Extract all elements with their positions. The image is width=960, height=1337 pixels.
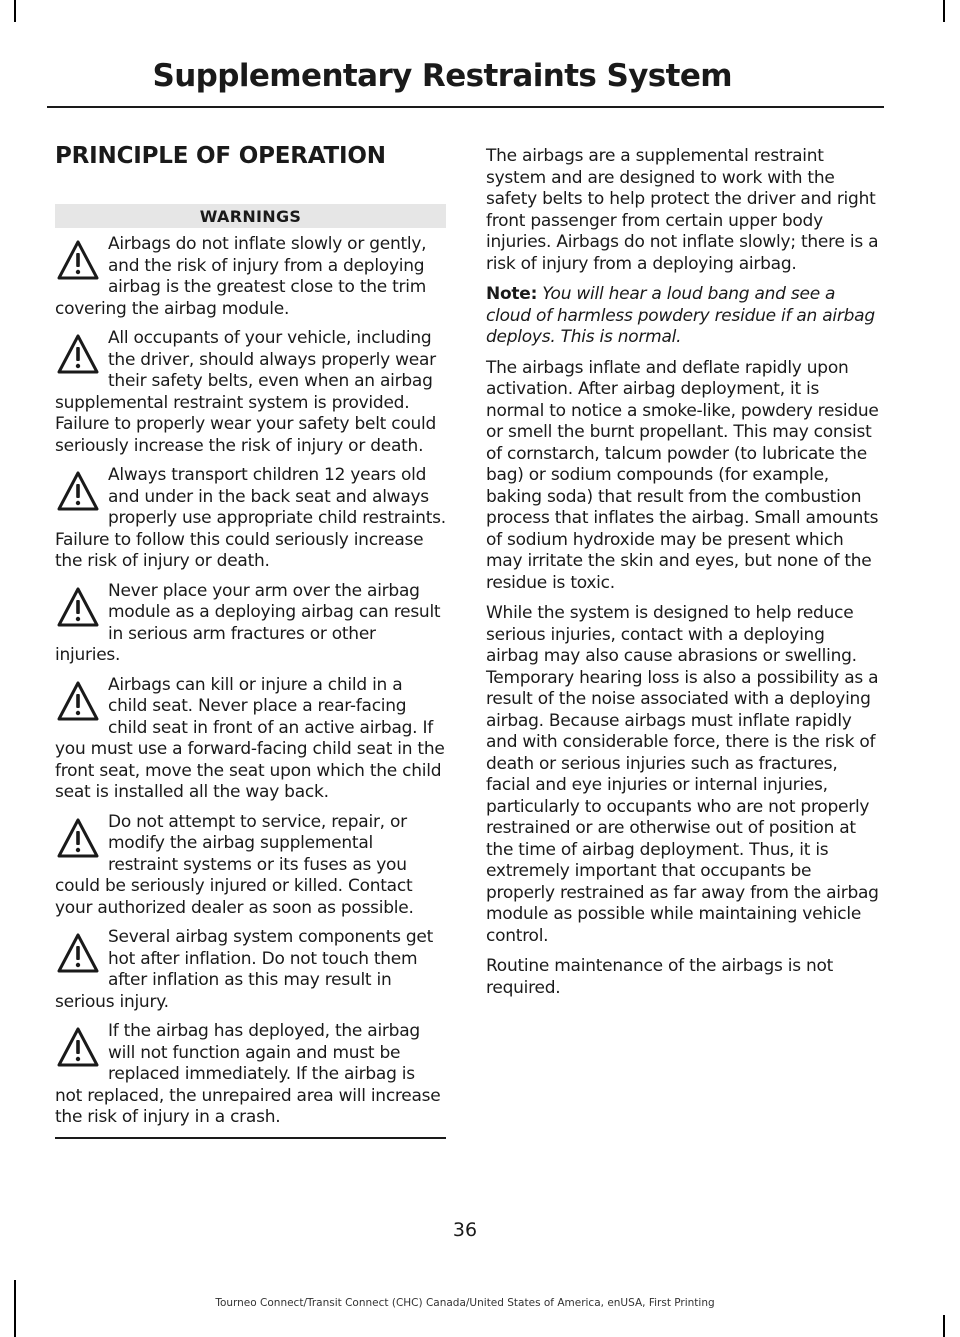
warning-item [55, 1021, 446, 1129]
warning-triangle-icon [55, 585, 101, 631]
page-footer: Tourneo Connect/Transit Connect (CHC) Canada/United States of America, enUSA, First Printing [215, 1297, 715, 1309]
warning-text: Several airbag system components get hot after inflation. Do not touch them after inflation as this may result in serious injury. [55, 927, 434, 1012]
crop-mark [943, 0, 945, 22]
warning-item [55, 675, 446, 804]
warning-text: Do not attempt to service, repair, or modify the airbag supplemental restraint systems or its fuses as you could be seriously injured or killed. Contact your authorized dealer as soon as possible. [55, 811, 414, 918]
warning-text: Always transport children 12 years old and under in the back seat and always properly use appropriate child restraints. Failure to follow this could seriously increase the risk of injury or death. [55, 465, 446, 571]
warning-text: All occupants of your vehicle, including the driver, should always properly wear their safety belts, even when an airbag supplemental restraint system is provided. Failure to properly wear your safety belt could seriously increase the risk of injury or death. [55, 328, 437, 456]
right-column [486, 146, 879, 1008]
header-divider [47, 106, 884, 108]
crop-mark [943, 1315, 945, 1337]
body-paragraph: Routine maintenance of the airbags is not required. [486, 956, 834, 998]
warning-item [55, 465, 446, 573]
body-paragraph: The airbags inflate and deflate rapidly upon activation. After airbag deployment, it is normal to notice a smoke-like, powdery residue or smell the burnt propellant. This may consist of cornstarch, talcum powder (to lubricate the bag) or sodium compounds (for example, baking soda) that result from the combustion process that inflates the airbag. Small amounts of sodium hydroxide may be present which may irritate the skin and eyes, but none of the residue is toxic. [486, 357, 879, 593]
note [486, 284, 879, 349]
warning-item [55, 812, 446, 920]
body-paragraph: The airbags are a supplemental restraint system and are designed to work with the safety belts to help protect the driver and right front passenger from certain upper body injuries. Airbags do not inflate slowly; there is a risk of injury from a deploying airbag. [486, 146, 879, 274]
warning-triangle-icon [55, 332, 101, 378]
page-number: 36 [452, 1219, 478, 1241]
warning-text: Airbags can kill or injure a child in a child seat. Never place a rear-facing child seat in front of an active airbag. If you must use a forward-facing child seat in the front seat, move the seat upon which the child seat is installed all the way back. [55, 674, 445, 802]
warning-triangle-icon [55, 816, 101, 862]
page-header-title: Supplementary Restraints System [152, 58, 732, 94]
note-text: You will hear a loud bang and see a cloud of harmless powdery residue if an airbag deploys. This is normal. [486, 284, 875, 347]
body-paragraph: While the system is designed to help reduce serious injuries, contact with a deploying airbag may also cause abrasions or swelling. Temporary hearing loss is also a possibility as a result of the noise associated with a deploying airbag. Because airbags must inflate rapidly and with considerable force, there is the risk of death or serious injuries such as fractures, facial and eye injuries or internal injuries, particularly to occupants who are not properly restrained or are otherwise out of position at the time of airbag deployment. Thus, it is extremely important that occupants be properly restrained as far away from the airbag module as possible while maintaining vehicle control. [486, 603, 879, 946]
left-column [55, 143, 446, 1139]
warning-item [55, 328, 446, 457]
warning-text: Never place your arm over the airbag module as a deploying airbag can result in serious arm fractures or other injuries. [55, 580, 441, 665]
warning-triangle-icon [55, 1025, 101, 1071]
warning-triangle-icon [55, 238, 101, 284]
warning-text: Airbags do not inflate slowly or gently, and the risk of injury from a deploying airbag is the greatest close to the trim covering the airbag module. [55, 234, 427, 319]
warning-item [55, 234, 446, 320]
warning-triangle-icon [55, 679, 101, 725]
section-heading: PRINCIPLE OF OPERATION [55, 143, 386, 169]
warnings-label: WARNINGS [55, 204, 446, 228]
note-label: Note: [486, 284, 538, 304]
warning-item [55, 581, 446, 667]
warning-triangle-icon [55, 931, 101, 977]
crop-mark [14, 0, 16, 22]
warning-item [55, 927, 446, 1013]
warnings-end-divider [55, 1137, 446, 1139]
warning-text: If the airbag has deployed, the airbag will not function again and must be replaced immediately. If the airbag is not replaced, the unrepaired area will increase the risk of injury in a crash. [55, 1021, 441, 1127]
warning-triangle-icon [55, 469, 101, 515]
